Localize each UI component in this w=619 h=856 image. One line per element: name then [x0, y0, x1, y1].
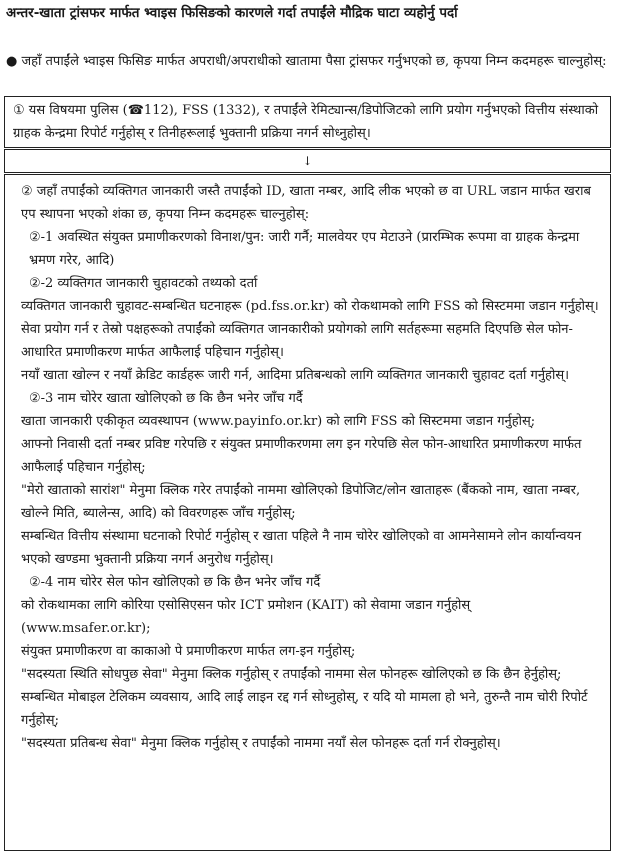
down-arrow-icon: ↓ — [4, 149, 611, 173]
step-2-4-text-a: को रोकथामका लागि कोरिया एसोसिएसन फोर ICT प्रमोशन (KAIT) को सेवामा जडान गर्नुहोस् (www.msafer.or.kr); — [21, 598, 471, 636]
step-2-4-text-c: "सदस्यता स्थिति सोधपुछ सेवा" मेनुमा क्लिक गर्नुहोस् र तपाईंको नाममा सेल फोनहरू खोलिएको छ कि छैन हेर्नुहोस्; — [21, 667, 562, 682]
step-2-heading: ② जहाँ तपाईंको व्यक्तिगत जानकारी जस्तै तपाईंको ID, खाता नम्बर, आदि लीक भएको छ वा URL जडान मार्फत खराब एप स्थापना भएको शंका छ, कृपया निम्न कदमहरू चाल्नुहोस्: — [21, 184, 591, 222]
step-2-2-heading: ②-2 व्यक्तिगत जानकारी चुहावटको तथ्यको दर्ता — [29, 276, 258, 291]
step-2-3-text-d: सम्बन्धित वित्तीय संस्थामा घटनाको रिपोर्ट गर्नुहोस् र खाता पहिले नै नाम चोरेर खोलिएको वा आमनेसामने लोन कार्यान्वयन भएको खण्डमा भुक्तानी प्रक्रिया नगर्न अनुरोध गर्नुहोस्। — [21, 529, 582, 567]
step-2-4-text-e: "सदस्यता प्रतिबन्ध सेवा" मेनुमा क्लिक गर्नुहोस् र तपाईंको नाममा नयाँ सेल फोनहरू दर्ता गर्न रोक्नुहोस्। — [21, 736, 501, 751]
step-1-box: ① यस विषयमा पुलिस (☎112), FSS (1332), र तपाईंले रेमिट्यान्स/डिपोजिटको लागि प्रयोग गर्नुभएको वित्तीय संस्थाको ग्राहक केन्द्रमा रिपोर्ट गर्नुहोस् र तिनीहरूलाई भुक्तानी प्रक्रिया नगर्न सोध्नुहोस्। — [4, 96, 611, 148]
step-2-2-text-c: नयाँ खाता खोल्न र नयाँ क्रेडिट कार्डहरू जारी गर्न, आदिमा प्रतिबन्धको लागि व्यक्तिगत जानकारी चुहावट दर्ता गर्नुहोस्। — [21, 368, 570, 383]
step-2-box — [4, 174, 611, 851]
step-2-2-text-a: व्यक्तिगत जानकारी चुहावट-सम्बन्धित घटनाहरू (pd.fss.or.kr) को रोकथामको लागि FSS को सिस्टममा जडान गर्नुहोस्। — [21, 299, 599, 314]
step-2-3-text-a: खाता जानकारी एकीकृत व्यवस्थापन (www.payinfo.or.kr) को लागि FSS को सिस्टममा जडान गर्नुहोस्; — [21, 414, 536, 429]
step-2-4-text-b: संयुक्त प्रमाणीकरण वा काकाओ पे प्रमाणीकरण मार्फत लग-इन गर्नुहोस्; — [21, 644, 356, 659]
intro-paragraph: ● जहाँ तपाईंले भ्वाइस फिसिङ मार्फत अपराधी/अपराधीको खातामा पैसा ट्रांसफर गर्नुभएको छ, कृपया निम्न कदमहरू चाल्नुहोस्: — [6, 54, 607, 69]
step-2-2-text-b: सेवा प्रयोग गर्न र तेस्रो पक्षहरूको तपाईंको व्यक्तिगत जानकारीको प्रयोगको लागि सर्तहरूमा सहमति दिएपछि सेल फोन-आधारित प्रमाणीकरण मार्फत आफैलाई पहिचान गर्नुहोस्। — [21, 322, 573, 360]
step-2-3-text-c: "मेरो खाताको सारांश" मेनुमा क्लिक गरेर तपाईंको नाममा खोलिएको डिपोजिट/लोन खाताहरू (बैंकको नाम, खाता नम्बर, खोल्ने मिति, ब्यालेन्स, आदि) को विवरणहरू जाँच गर्नुहोस्; — [21, 483, 581, 521]
step-2-3-text-b: आफ्नो निवासी दर्ता नम्बर प्रविष्ट गरेपछि र संयुक्त प्रमाणीकरणमा लग इन गरेपछि सेल फोन-आधारित प्रमाणीकरण मार्फत आफैलाई पहिचान गर्नुहोस्; — [21, 437, 582, 475]
step-2-4-heading: ②-4 नाम चोरेर सेल फोन खोलिएको छ कि छैन भनेर जाँच गर्दै — [29, 575, 321, 590]
step-2-4-text-d: सम्बन्धित मोबाइल टेलिकम व्यवसाय, आदि लाई लाइन रद्द गर्न सोध्नुहोस्, र यदि यो मामला हो भने, तुरुन्तै नाम चोरी रिपोर्ट गर्नुहोस्; — [21, 690, 588, 728]
step-2-3-heading: ②-3 नाम चोरेर खाता खोलिएको छ कि छैन भनेर जाँच गर्दै — [29, 391, 303, 406]
step-2-1-item: ②-1 अवस्थित संयुक्त प्रमाणीकरणको विनाश/पुन: जारी गर्नै; मालवेयर एप मेटाउने (प्रारम्भिक रूपमा वा ग्राहक केन्द्रमा भ्रमण गरेर, आदि) — [29, 230, 580, 268]
page-title: अन्तर-खाता ट्रांसफर मार्फत भ्वाइस फिसिङको कारणले गर्दा तपाईंले मौद्रिक घाटा व्यहोर्नु पर्दा — [6, 5, 458, 21]
